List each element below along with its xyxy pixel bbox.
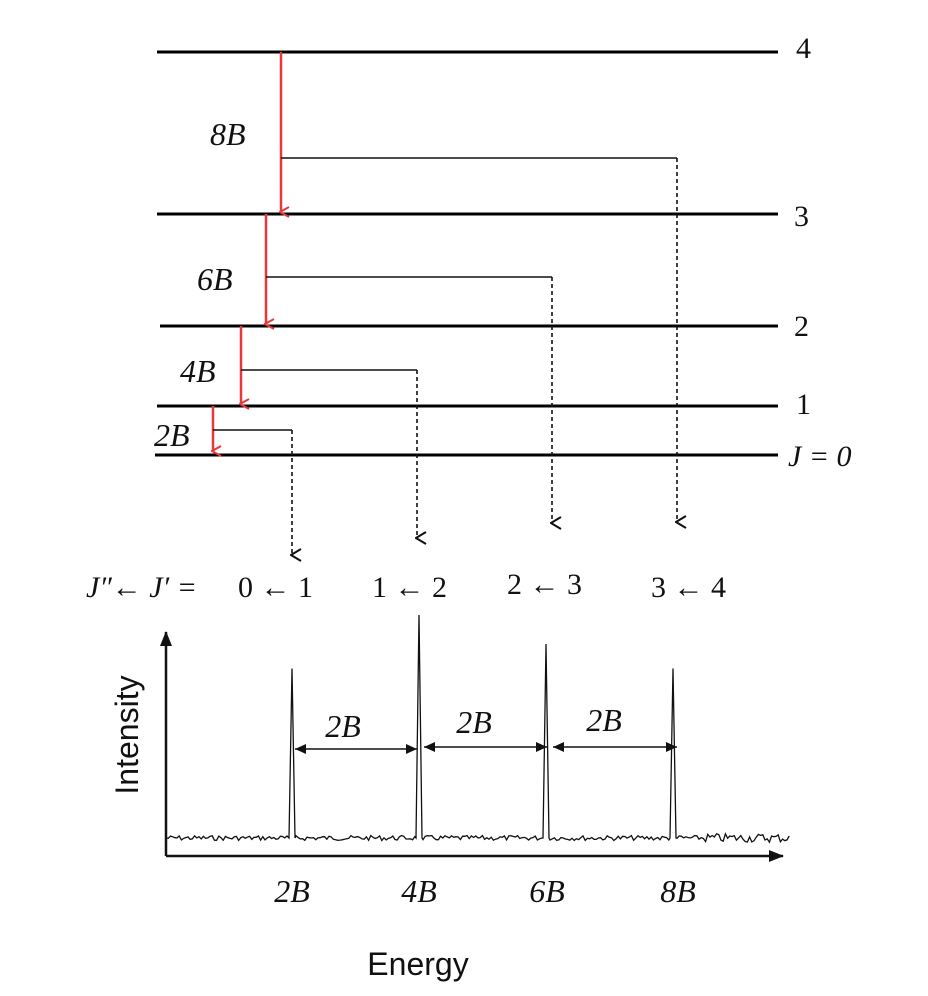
gap-label-6B: 6B xyxy=(197,261,233,297)
level-label-4: 4 xyxy=(796,32,811,65)
transition-label-0-1: 0 ← 1 xyxy=(238,571,313,604)
gap-label-8B: 8B xyxy=(210,116,246,152)
spacing-label-1: 2B xyxy=(325,708,361,744)
level-label-2: 2 xyxy=(794,310,809,343)
spacing-dimensions xyxy=(295,702,677,749)
x-tick-8B: 8B xyxy=(660,873,696,909)
level-label-3: 3 xyxy=(794,200,809,233)
transition-label-2-3: 2 ← 3 xyxy=(507,568,582,601)
transition-labels xyxy=(86,568,726,604)
x-axis-label: Energy xyxy=(367,946,469,982)
x-tick-2B: 2B xyxy=(274,873,310,909)
x-tick-6B: 6B xyxy=(529,873,565,909)
spectrum-axes xyxy=(109,632,783,982)
level-label-0: J = 0 xyxy=(788,440,852,473)
gap-label-2B: 2B xyxy=(154,417,190,453)
connector-lines xyxy=(213,158,677,555)
transition-label-3-4: 3 ← 4 xyxy=(651,571,726,604)
transition-header: J″← J′ = xyxy=(86,571,197,604)
y-axis-label: Intensity xyxy=(109,675,145,795)
level-label-1: 1 xyxy=(796,388,811,421)
spacing-label-3: 2B xyxy=(586,702,622,738)
energy-levels xyxy=(155,32,852,473)
gap-label-4B: 4B xyxy=(180,353,216,389)
x-tick-labels xyxy=(274,873,696,909)
absorption-arrows xyxy=(213,52,281,451)
spacing-label-2: 2B xyxy=(456,704,492,740)
x-tick-4B: 4B xyxy=(401,873,437,909)
level-gap-labels xyxy=(154,116,246,453)
transition-label-1-2: 1 ← 2 xyxy=(372,571,447,604)
